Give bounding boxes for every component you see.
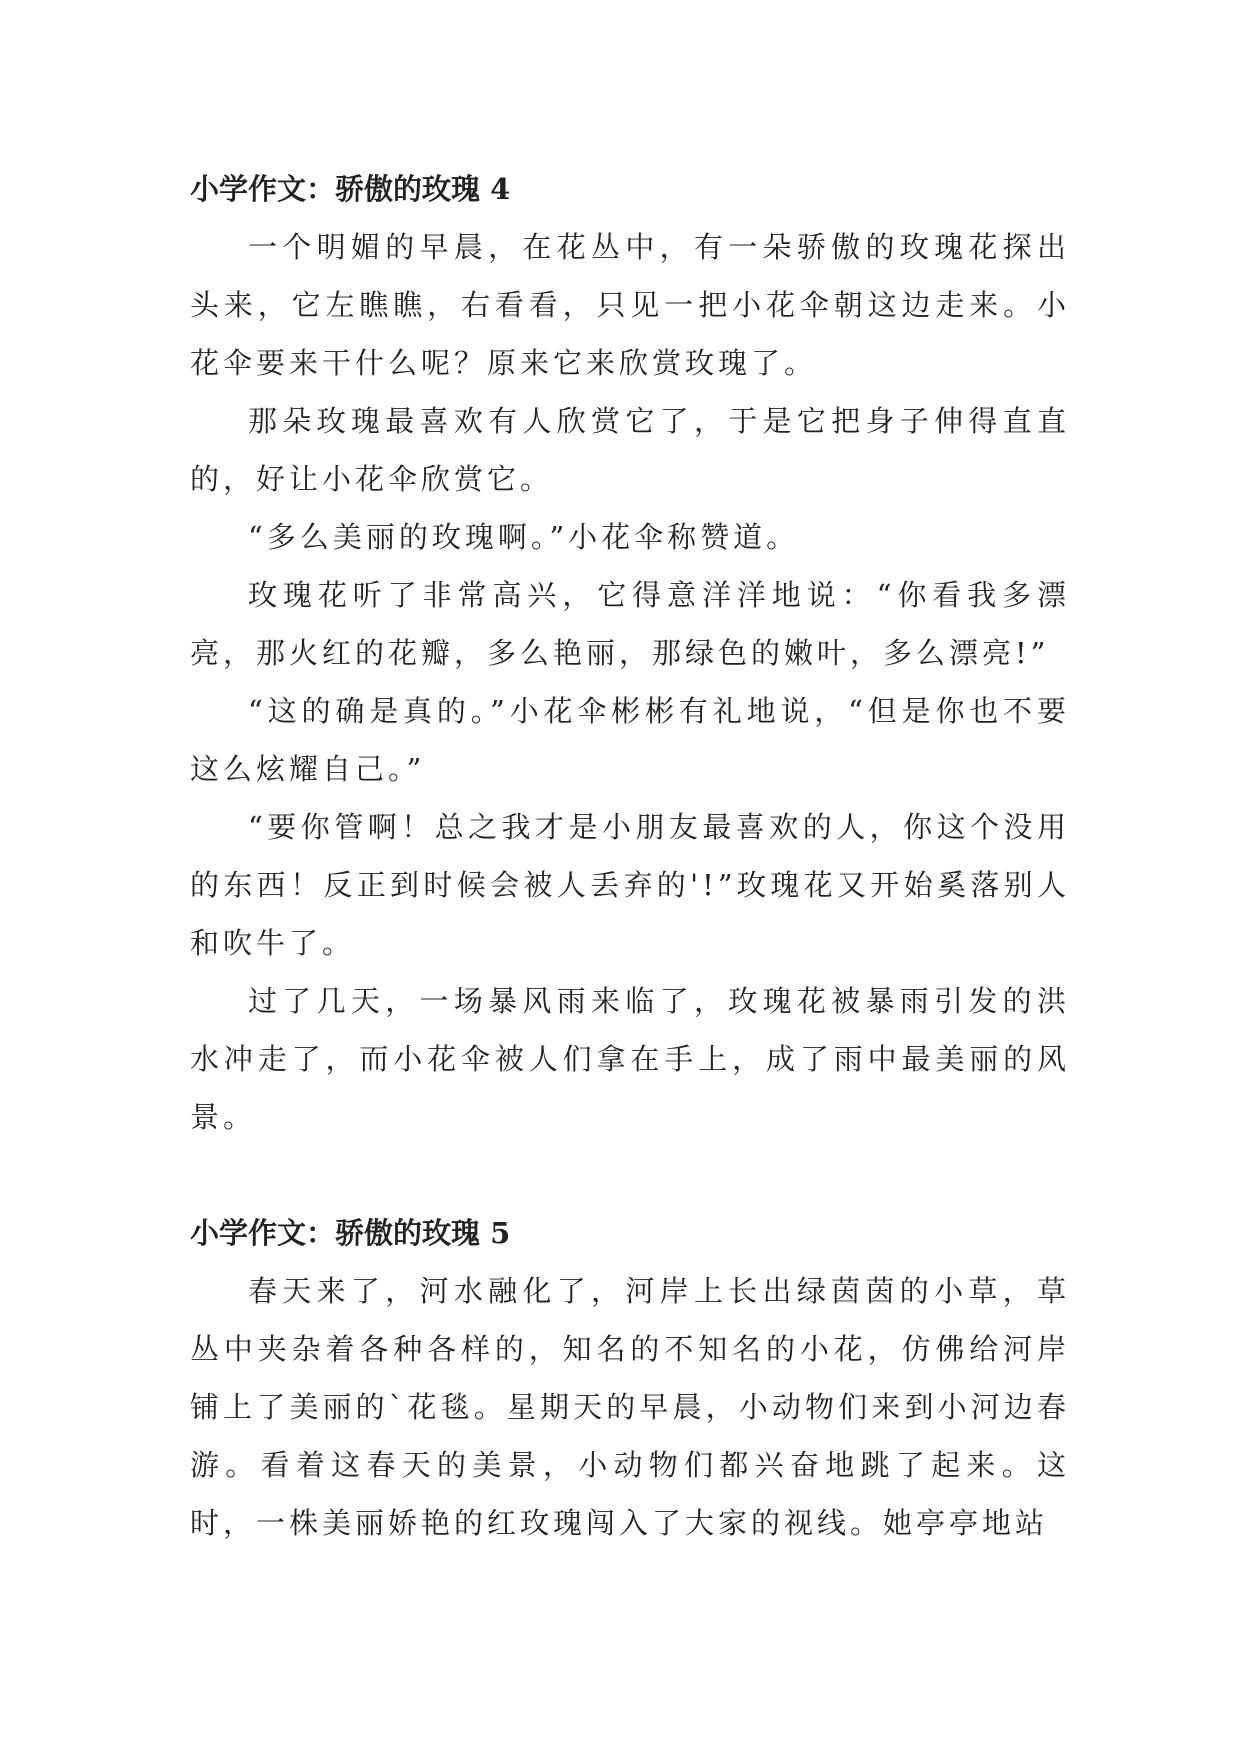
section-title: 小学作文：骄傲的玫瑰 4 [190,172,511,206]
paragraph: “多么美丽的玫瑰啊。”小花伞称赞道。 [248,520,800,554]
paragraph: 玫瑰花听了非常高兴，它得意洋洋地说：“你看我多漂亮，那火红的花瓣，多么艳丽，那绿色的嫩叶，多么漂亮!” [190,578,1070,670]
paragraph: 过了几天，一场暴风雨来临了，玫瑰花被暴雨引发的洪水冲走了，而小花伞被人们拿在手上，成了雨中最美丽的风景。 [190,984,1070,1134]
paragraph: 一个明媚的早晨，在花丛中，有一朵骄傲的玫瑰花探出头来，它左瞧瞧，右看看，只见一把小花伞朝这边走来。小花伞要来干什么呢？原来它来欣赏玫瑰了。 [190,230,1070,380]
document-page [190,160,1070,1552]
paragraph: 春天来了，河水融化了，河岸上长出绿茵茵的小草，草丛中夹杂着各种各样的，知名的不知名的小花，仿佛给河岸铺上了美丽的`花毯。星期天的早晨，小动物们来到小河边春游。看着这春天的美景，小动物们都兴奋地跳了起来。这时，一株美丽娇艳的红玫瑰闯入了大家的视线。她亭亭地站 [190,1274,1070,1540]
paragraph: “要你管啊！总之我才是小朋友最喜欢的人，你这个没用的东西！反正到时候会被人丢弃的'!”玫瑰花又开始奚落别人和吹牛了。 [190,810,1070,960]
section-title: 小学作文：骄傲的玫瑰 5 [190,1216,511,1250]
paragraph: 那朵玫瑰最喜欢有人欣赏它了，于是它把身子伸得直直的，好让小花伞欣赏它。 [190,404,1070,496]
paragraph: “这的确是真的。”小花伞彬彬有礼地说，“但是你也不要这么炫耀自己。” [190,694,1070,786]
section-spacer [190,1146,1070,1204]
